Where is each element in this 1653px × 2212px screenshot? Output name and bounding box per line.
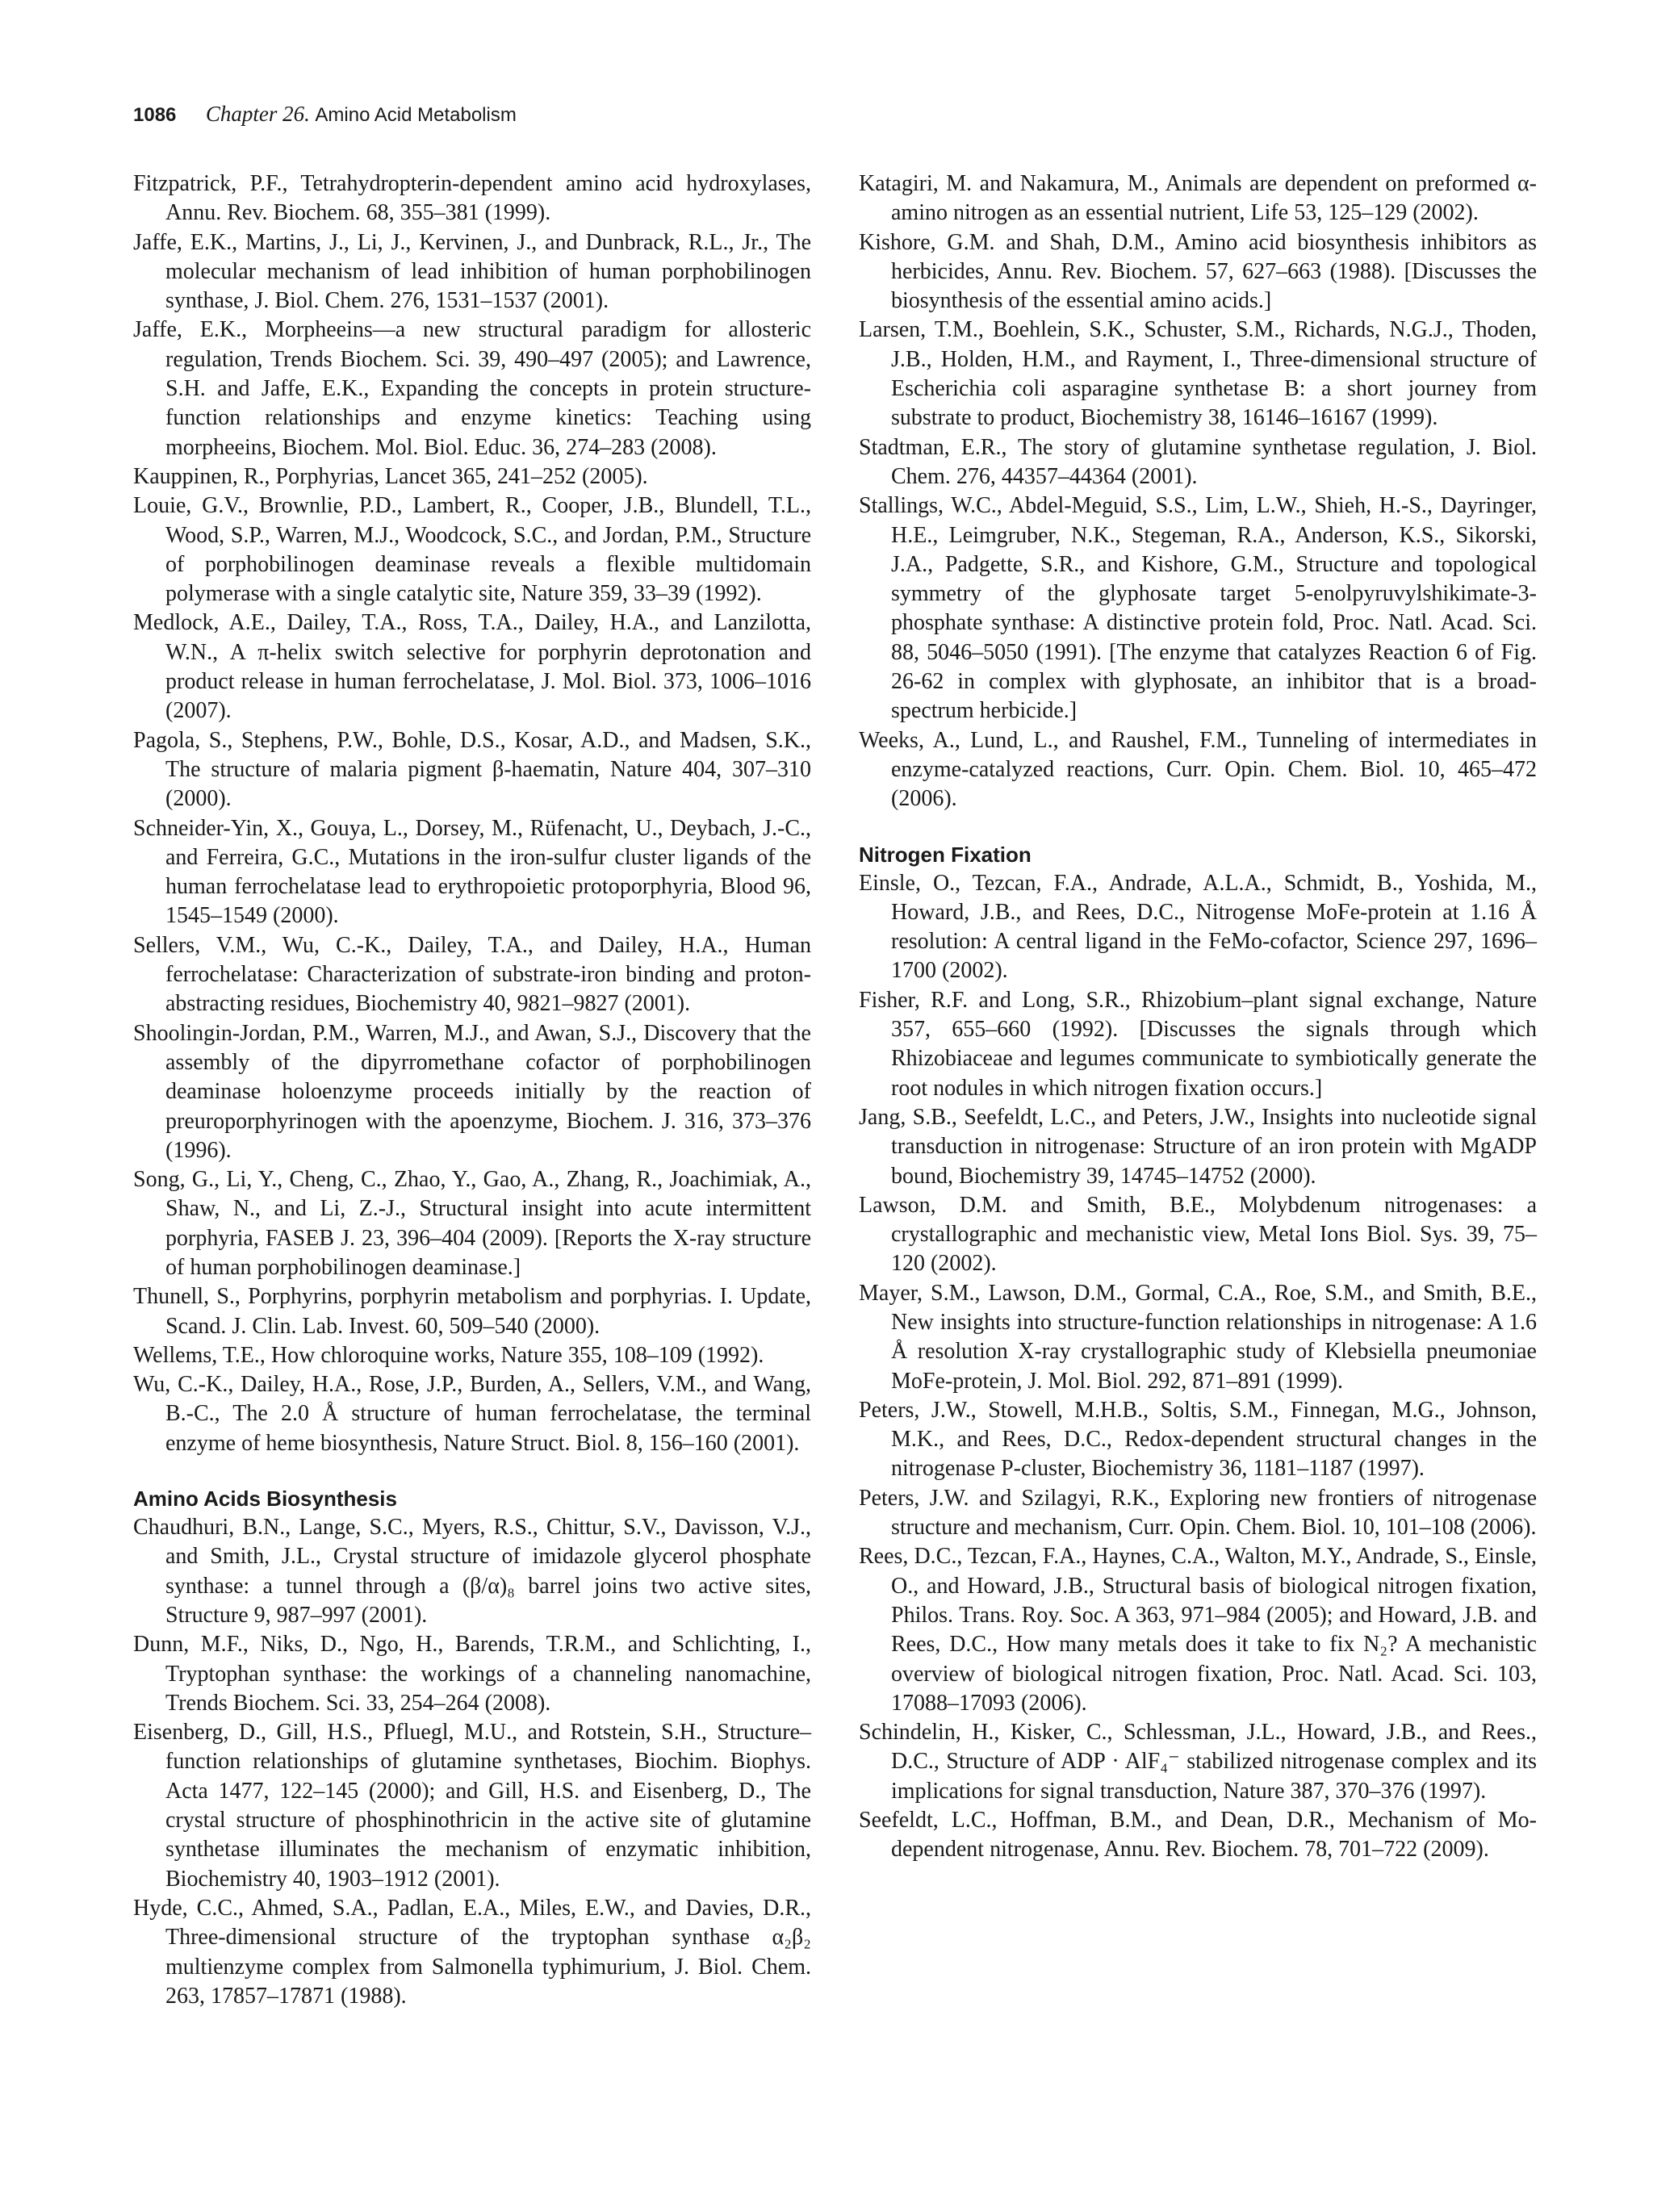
reference-entry: Katagiri, M. and Nakamura, M., Animals are dependent on preformed α-amino nitrogen as an essential nutrient, Life 53, 125–129 (2002). xyxy=(859,171,1537,226)
reference-entry: Pagola, S., Stephens, P.W., Bohle, D.S., Kosar, A.D., and Madsen, S.K., The structure of malaria pigment β-haematin, Nature 404, 307–310 (2000). xyxy=(133,727,811,812)
reference-entry: Wellems, T.E., How chloroquine works, Nature 355, 108–109 (1992). xyxy=(133,1342,764,1368)
reference-entry: Shoolingin-Jordan, P.M., Warren, M.J., and Awan, S.J., Discovery that the assembly of the dipyrromethane cofactor of porphobilinogen deaminase holoenzyme proceeds initially by the reaction of preuroporphyrinogen with the apoenzyme, Biochem. J. 316, 373–376 (1996). xyxy=(133,1020,811,1163)
reference-entry: Peters, J.W., Stowell, M.H.B., Soltis, S.M., Finnegan, M.G., Johnson, M.K., and Rees, D.C., Redox-dependent structural changes in the nitrogenase P-cluster, Biochemistry 36, 1181–1187 (1997). xyxy=(859,1397,1537,1482)
reference-entry: Dunn, M.F., Niks, D., Ngo, H., Barends, T.R.M., and Schlichting, I., Tryptophan synthase: the workings of a channeling nanomachine, Trends Biochem. Sci. 33, 254–264 (2008). xyxy=(133,1632,811,1716)
reference-entry: Eisenberg, D., Gill, H.S., Pfluegl, M.U., and Rotstein, S.H., Structure–function relationships of glutamine synthetases, Biochim. Biophys. Acta 1477, 122–145 (2000); and Gill, H.S. and Eisenberg, D., The crystal structure of phosphinothricin in the active site of glutamine synthetase illuminates the mechanism of enzymatic inhibition, Biochemistry 40, 1903–1912 (2001). xyxy=(133,1720,811,1892)
reference-entry: Rees, D.C., Tezcan, F.A., Haynes, C.A., Walton, M.Y., Andrade, S., Einsle, O., and Howard, J.B., Structural basis of biological nitrogen fixation, Philos. Trans. Roy. Soc. A 363, 971–984 (2005); and Howard, J.B. and Rees, D.C., How many metals does it take to fix N₂? A mechanistic overview of biological nitrogen fixation, Proc. Natl. Acad. Sci. 103, 17088–17093 (2006). xyxy=(859,1544,1537,1716)
reference-entry: Kishore, G.M. and Shah, D.M., Amino acid biosynthesis inhibitors as herbicides, Annu. Rev. Biochem. 57, 627–663 (1988). [Discusses the biosynthesis of the essential amino acids.] xyxy=(859,229,1537,314)
reference-entry: Schneider-Yin, X., Gouya, L., Dorsey, M., Rüfenacht, U., Deybach, J.-C., and Ferreira, G.C., Mutations in the iron-sulfur cluster ligands of the human ferrochelatase lead to erythropoietic protoporphyria, Blood 96, 1545–1549 (2000). xyxy=(133,815,811,929)
reference-entry: Wu, C.-K., Dailey, H.A., Rose, J.P., Burden, A., Sellers, V.M., and Wang, B.-C., The 2.0 Å structure of human ferrochelatase, the terminal enzyme of heme biosynthesis, Nature Struct. Biol. 8, 156–160 (2001). xyxy=(133,1372,811,1456)
reference-entry: Hyde, C.C., Ahmed, S.A., Padlan, E.A., Miles, E.W., and Davies, D.R., Three-dimensional structure of the tryptophan synthase α₂β₂ multienzyme complex from Salmonella typhimurium, J. Biol. Chem. 263, 17857–17871 (1988). xyxy=(133,1895,811,2009)
reference-entry: Medlock, A.E., Dailey, T.A., Ross, T.A., Dailey, H.A., and Lanzilotta, W.N., A π-helix switch selective for porphyrin deprotonation and product release in human ferrochelatase, J. Mol. Biol. 373, 1006–1016 (2007). xyxy=(133,610,811,724)
reference-entry: Fitzpatrick, P.F., Tetrahydropterin-dependent amino acid hydroxylases, Annu. Rev. Biochem. 68, 355–381 (1999). xyxy=(133,171,811,226)
right-column xyxy=(859,169,1537,1865)
reference-entry: Lawson, D.M. and Smith, B.E., Molybdenum nitrogenases: a crystallographic and mechanistic view, Metal Ions Biol. Sys. 39, 75–120 (2002). xyxy=(859,1192,1537,1277)
reference-entry: Song, G., Li, Y., Cheng, C., Zhao, Y., Gao, A., Zhang, R., Joachimiak, A., Shaw, N., and Li, Z.-J., Structural insight into acute intermittent porphyria, FASEB J. 23, 396–404 (2009). [Reports the X-ray structure of human porphobilinogen deaminase.] xyxy=(133,1167,811,1280)
reference-entry: Schindelin, H., Kisker, C., Schlessman, J.L., Howard, J.B., and Rees., D.C., Structure of ADP · AlF₄⁻ stabilized nitrogenase complex and its implications for signal transduction, Nature 387, 370–376 (1997). xyxy=(859,1720,1537,1804)
section-heading-nitrogen-fixation: Nitrogen Fixation xyxy=(859,842,1032,867)
reference-entry: Kauppinen, R., Porphyrias, Lancet 365, 241–252 (2005). xyxy=(133,463,648,489)
reference-entry: Thunell, S., Porphyrins, porphyrin metabolism and porphyrias. I. Update, Scand. J. Clin. Lab. Invest. 60, 509–540 (2000). xyxy=(133,1284,811,1339)
reference-entry: Louie, G.V., Brownlie, P.D., Lambert, R., Cooper, J.B., Blundell, T.L., Wood, S.P., Warren, M.J., Woodcock, S.C., and Jordan, P.M., Structure of porphobilinogen deaminase reveals a flexible multidomain polymerase with a single catalytic site, Nature 359, 33–39 (1992). xyxy=(133,493,811,607)
reference-entry: Chaudhuri, B.N., Lange, S.C., Myers, R.S., Chittur, S.V., Davisson, V.J., and Smith, J.L., Crystal structure of imidazole glycerol phosphate synthase: a tunnel through a (β/α)₈ barrel joins two active sites, Structure 9, 987–997 (2001). xyxy=(133,1515,811,1628)
reference-entry: Peters, J.W. and Szilagyi, R.K., Exploring new frontiers of nitrogenase structure and mechanism, Curr. Opin. Chem. Biol. 10, 101–108 (2006). xyxy=(859,1485,1537,1541)
reference-list-amino-acids-biosynthesis xyxy=(133,1513,811,2011)
page-number: 1086 xyxy=(133,104,177,126)
reference-entry: Einsle, O., Tezcan, F.A., Andrade, A.L.A., Schmidt, B., Yoshida, M., Howard, J.B., and Rees, D.C., Nitrogense MoFe-protein at 1.16 Å resolution: A central ligand in the FeMo-cofactor, Science 297, 1696–1700 (2002). xyxy=(859,870,1537,984)
page-header xyxy=(133,102,517,127)
reference-entry: Stallings, W.C., Abdel-Meguid, S.S., Lim, L.W., Shieh, H.-S., Dayringer, H.E., Leimgruber, N.K., Stegeman, R.A., Anderson, K.S., Sikorski, J.A., Padgette, S.R., and Kishore, G.M., Structure and topological symmetry of the glyphosate target 5-enolpyruvylshikimate-3-phosphate synthase: A distinctive protein fold, Proc. Natl. Acad. Sci. 88, 5046–5050 (1991). [The enzyme that catalyzes Reaction 6 of Fig. 26-62 in complex with glyphosate, an inhibitor that is a broad-spectrum herbicide.] xyxy=(859,493,1537,724)
reference-entry: Jaffe, E.K., Martins, J., Li, J., Kervinen, J., and Dunbrack, R.L., Jr., The molecular mechanism of lead inhibition of human porphobilinogen synthase, J. Biol. Chem. 276, 1531–1537 (2001). xyxy=(133,229,811,314)
chapter-title: Amino Acid Metabolism xyxy=(315,104,517,126)
section-heading-amino-acids-biosynthesis: Amino Acids Biosynthesis xyxy=(133,1487,397,1512)
reference-entry: Weeks, A., Lund, L., and Raushel, F.M., Tunneling of intermediates in enzyme-catalyzed reactions, Curr. Opin. Chem. Biol. 10, 465–472 (2006). xyxy=(859,727,1537,812)
reference-list-amino-acids-biosynthesis-continued xyxy=(859,169,1537,814)
reference-entry: Seefeldt, L.C., Hoffman, B.M., and Dean, D.R., Mechanism of Mo-dependent nitrogenase, Annu. Rev. Biochem. 78, 701–722 (2009). xyxy=(859,1808,1537,1863)
reference-entry: Jang, S.B., Seefeldt, L.C., and Peters, J.W., Insights into nucleotide signal transduction in nitrogenase: Structure of an iron protein with MgADP bound, Biochemistry 39, 14745–14752 (2000). xyxy=(859,1104,1537,1189)
reference-entry: Sellers, V.M., Wu, C.-K., Dailey, T.A., and Dailey, H.A., Human ferrochelatase: Characterization of substrate-iron binding and proton-abstracting residues, Biochemistry 40, 9821–9827 (2001). xyxy=(133,932,811,1017)
reference-list-porphyrins xyxy=(133,169,811,1458)
reference-entry: Larsen, T.M., Boehlein, S.K., Schuster, S.M., Richards, N.G.J., Thoden, J.B., Holden, H.M., and Rayment, I., Three-dimensional structure of Escherichia coli asparagine synthetase B: a short journey from substrate to product, Biochemistry 38, 16146–16167 (1999). xyxy=(859,317,1537,431)
reference-entry: Stadtman, E.R., The story of glutamine synthetase regulation, J. Biol. Chem. 276, 44357–44364 (2001). xyxy=(859,434,1537,489)
reference-list-nitrogen-fixation xyxy=(859,869,1537,1865)
reference-entry: Jaffe, E.K., Morpheeins—a new structural paradigm for allosteric regulation, Trends Biochem. Sci. 39, 490–497 (2005); and Lawrence, S.H. and Jaffe, E.K., Expanding the concepts in protein structure-function relationships and enzyme kinetics: Teaching using morpheeins, Biochem. Mol. Biol. Educ. 36, 274–283 (2008). xyxy=(133,317,811,460)
reference-entry: Mayer, S.M., Lawson, D.M., Gormal, C.A., Roe, S.M., and Smith, B.E., New insights into structure-function relationships in nitrogenase: A 1.6 Å resolution X-ray crystallographic study of Klebsiella pneumoniae MoFe-protein, J. Mol. Biol. 292, 871–891 (1999). xyxy=(859,1280,1537,1394)
reference-entry: Fisher, R.F. and Long, S.R., Rhizobium–plant signal exchange, Nature 357, 655–660 (1992). [Discusses the signals through which Rhizobiaceae and legumes communicate to symbiotically generate the root nodules in which nitrogen fixation occurs.] xyxy=(859,987,1537,1101)
chapter-label: Chapter 26. xyxy=(205,102,310,126)
left-column xyxy=(133,169,811,2011)
